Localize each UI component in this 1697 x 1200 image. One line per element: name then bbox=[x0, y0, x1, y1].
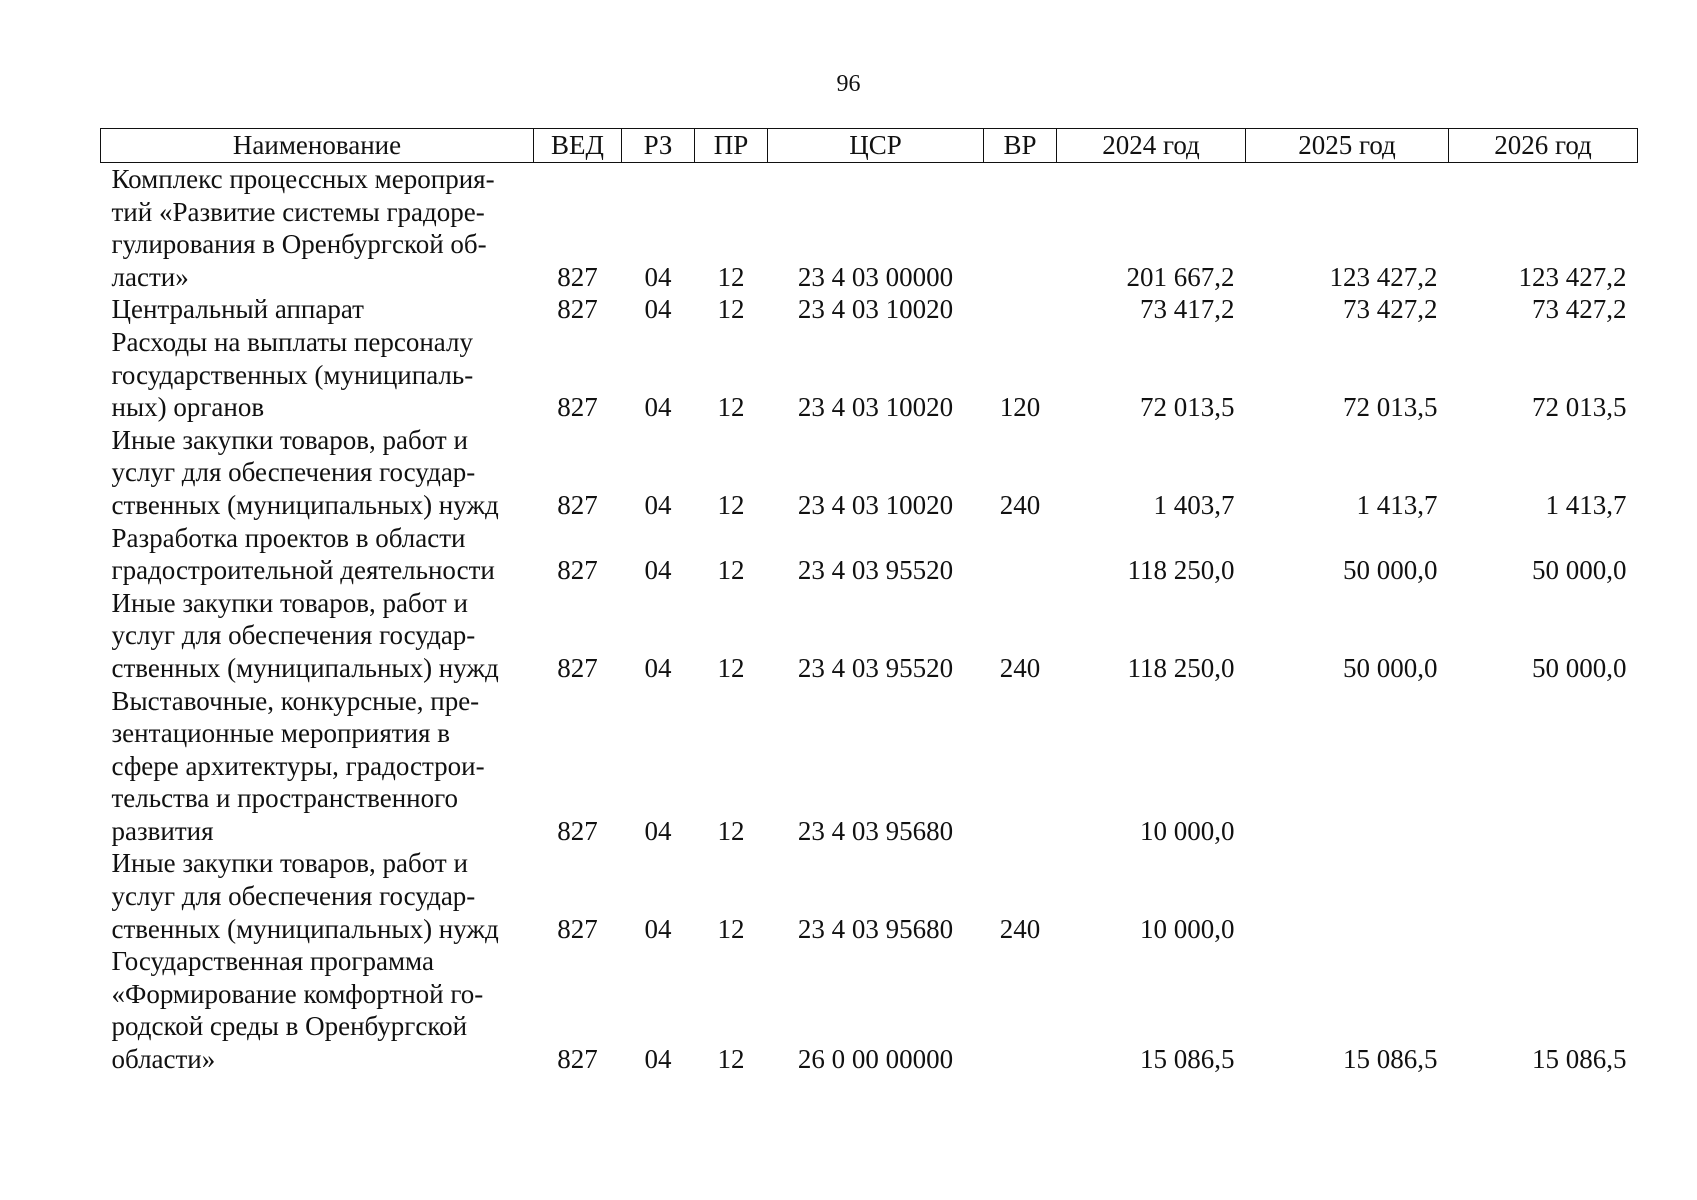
row-2025: 73 427,2 bbox=[1343, 294, 1438, 325]
row-2025: 72 013,5 bbox=[1343, 392, 1438, 423]
row-pr: 12 bbox=[717, 489, 745, 520]
row-rz: 04 bbox=[644, 489, 672, 520]
row-rz: 04 bbox=[644, 294, 672, 325]
row-pr: 12 bbox=[717, 555, 745, 586]
row-ved: 827 bbox=[557, 261, 598, 292]
row-name: Иные закупки товаров, работ и услуг для обеспечения государ- ственных (муниципальных) нужд bbox=[111, 587, 499, 683]
table-row bbox=[101, 424, 1638, 522]
row-name: Выставочные, конкурсные, пре- зентационные мероприятия в сфере архитектуры, градострои- тельства и пространственного развития bbox=[111, 685, 485, 846]
row-2024: 118 250,0 bbox=[1127, 555, 1235, 586]
row-2026: 123 427,2 bbox=[1518, 261, 1627, 292]
table-header-row bbox=[101, 129, 1638, 163]
row-rz: 04 bbox=[644, 392, 672, 423]
row-ved: 827 bbox=[557, 489, 598, 520]
header-name: Наименование bbox=[101, 129, 534, 163]
row-2025: 50 000,0 bbox=[1343, 652, 1438, 683]
row-2025 bbox=[1246, 685, 1449, 848]
row-name: Государственная программа «Формирование комфортной го- родской среды в Оренбургской области» bbox=[111, 946, 484, 1075]
row-2025 bbox=[1246, 847, 1449, 945]
row-2025: 15 086,5 bbox=[1343, 1044, 1438, 1075]
table-row bbox=[101, 293, 1638, 326]
row-pr: 12 bbox=[717, 815, 745, 846]
header-csr: ЦСР bbox=[768, 129, 984, 163]
row-csr: 23 4 03 95680 bbox=[797, 913, 954, 944]
budget-table bbox=[100, 128, 1638, 1076]
row-rz: 04 bbox=[644, 555, 672, 586]
row-2024: 118 250,0 bbox=[1127, 652, 1235, 683]
row-2024: 72 013,5 bbox=[1140, 392, 1235, 423]
row-rz: 04 bbox=[644, 261, 672, 292]
row-2026 bbox=[1449, 685, 1638, 848]
row-2026: 50 000,0 bbox=[1532, 652, 1627, 683]
header-rz: РЗ bbox=[622, 129, 695, 163]
row-2026: 72 013,5 bbox=[1532, 392, 1627, 423]
row-vr: 240 bbox=[999, 489, 1041, 520]
row-2024: 73 417,2 bbox=[1140, 294, 1235, 325]
row-2026: 15 086,5 bbox=[1532, 1044, 1627, 1075]
row-csr: 23 4 03 10020 bbox=[797, 392, 954, 423]
header-2024: 2024 год bbox=[1057, 129, 1246, 163]
row-2024: 1 403,7 bbox=[1153, 489, 1235, 520]
table-row bbox=[101, 326, 1638, 424]
row-pr: 12 bbox=[717, 913, 745, 944]
page-number: 96 bbox=[836, 71, 861, 97]
row-vr bbox=[984, 522, 1057, 587]
row-name: Разработка проектов в области градостроительной деятельности bbox=[111, 522, 495, 586]
row-2026: 1 413,7 bbox=[1545, 489, 1627, 520]
row-ved: 827 bbox=[557, 815, 598, 846]
row-ved: 827 bbox=[557, 555, 598, 586]
row-pr: 12 bbox=[717, 1044, 745, 1075]
row-vr: 240 bbox=[999, 652, 1041, 683]
row-csr: 23 4 03 00000 bbox=[797, 261, 954, 292]
table-row bbox=[101, 522, 1638, 587]
row-ved: 827 bbox=[557, 1044, 598, 1075]
row-vr bbox=[984, 685, 1057, 848]
row-2025: 1 413,7 bbox=[1356, 489, 1438, 520]
table-row bbox=[101, 163, 1638, 294]
row-name: Расходы на выплаты персоналу государственных (муниципаль- ных) органов bbox=[111, 326, 474, 423]
row-ved: 827 bbox=[557, 392, 598, 423]
table-row bbox=[101, 945, 1638, 1075]
row-pr: 12 bbox=[717, 392, 745, 423]
row-2025: 123 427,2 bbox=[1329, 261, 1438, 292]
row-ved: 827 bbox=[557, 294, 598, 325]
row-csr: 23 4 03 95520 bbox=[797, 555, 954, 586]
row-rz: 04 bbox=[644, 913, 672, 944]
header-2026: 2026 год bbox=[1449, 129, 1638, 163]
row-pr: 12 bbox=[717, 261, 745, 292]
row-name: Иные закупки товаров, работ и услуг для обеспечения государ- ственных (муниципальных) нужд bbox=[111, 424, 499, 520]
row-pr: 12 bbox=[717, 294, 745, 325]
row-ved: 827 bbox=[557, 652, 598, 683]
row-2024: 15 086,5 bbox=[1140, 1044, 1235, 1075]
row-name: Иные закупки товаров, работ и услуг для обеспечения государ- ственных (муниципальных) нужд bbox=[111, 848, 499, 944]
table-row bbox=[101, 587, 1638, 685]
row-2026 bbox=[1449, 847, 1638, 945]
row-2024: 10 000,0 bbox=[1140, 815, 1235, 846]
header-pr: ПР bbox=[695, 129, 768, 163]
row-ved: 827 bbox=[557, 913, 598, 944]
header-vr: ВР bbox=[984, 129, 1057, 163]
row-csr: 23 4 03 10020 bbox=[797, 294, 954, 325]
row-vr bbox=[984, 945, 1057, 1075]
row-name: Комплекс процессных мероприя- тий «Развитие системы градоре- гулирования в Оренбургской об- ласти» bbox=[111, 164, 495, 292]
row-2024: 201 667,2 bbox=[1126, 261, 1235, 292]
row-rz: 04 bbox=[644, 652, 672, 683]
row-csr: 26 0 00 00000 bbox=[797, 1044, 954, 1075]
row-2024: 10 000,0 bbox=[1140, 913, 1235, 944]
header-2025: 2025 год bbox=[1246, 129, 1449, 163]
row-vr bbox=[984, 163, 1057, 294]
row-rz: 04 bbox=[644, 1044, 672, 1075]
row-csr: 23 4 03 95680 bbox=[797, 815, 954, 846]
row-2026: 50 000,0 bbox=[1532, 555, 1627, 586]
row-2025: 50 000,0 bbox=[1343, 555, 1438, 586]
row-pr: 12 bbox=[717, 652, 745, 683]
row-csr: 23 4 03 95520 bbox=[797, 652, 954, 683]
row-name: Центральный аппарат bbox=[111, 294, 364, 325]
row-vr: 120 bbox=[999, 392, 1041, 423]
header-ved: ВЕД bbox=[534, 129, 622, 163]
table-row bbox=[101, 685, 1638, 848]
row-2026: 73 427,2 bbox=[1532, 294, 1627, 325]
row-csr: 23 4 03 10020 bbox=[797, 489, 954, 520]
row-vr bbox=[984, 293, 1057, 326]
row-vr: 240 bbox=[999, 913, 1041, 944]
row-rz: 04 bbox=[644, 815, 672, 846]
table-row bbox=[101, 847, 1638, 945]
